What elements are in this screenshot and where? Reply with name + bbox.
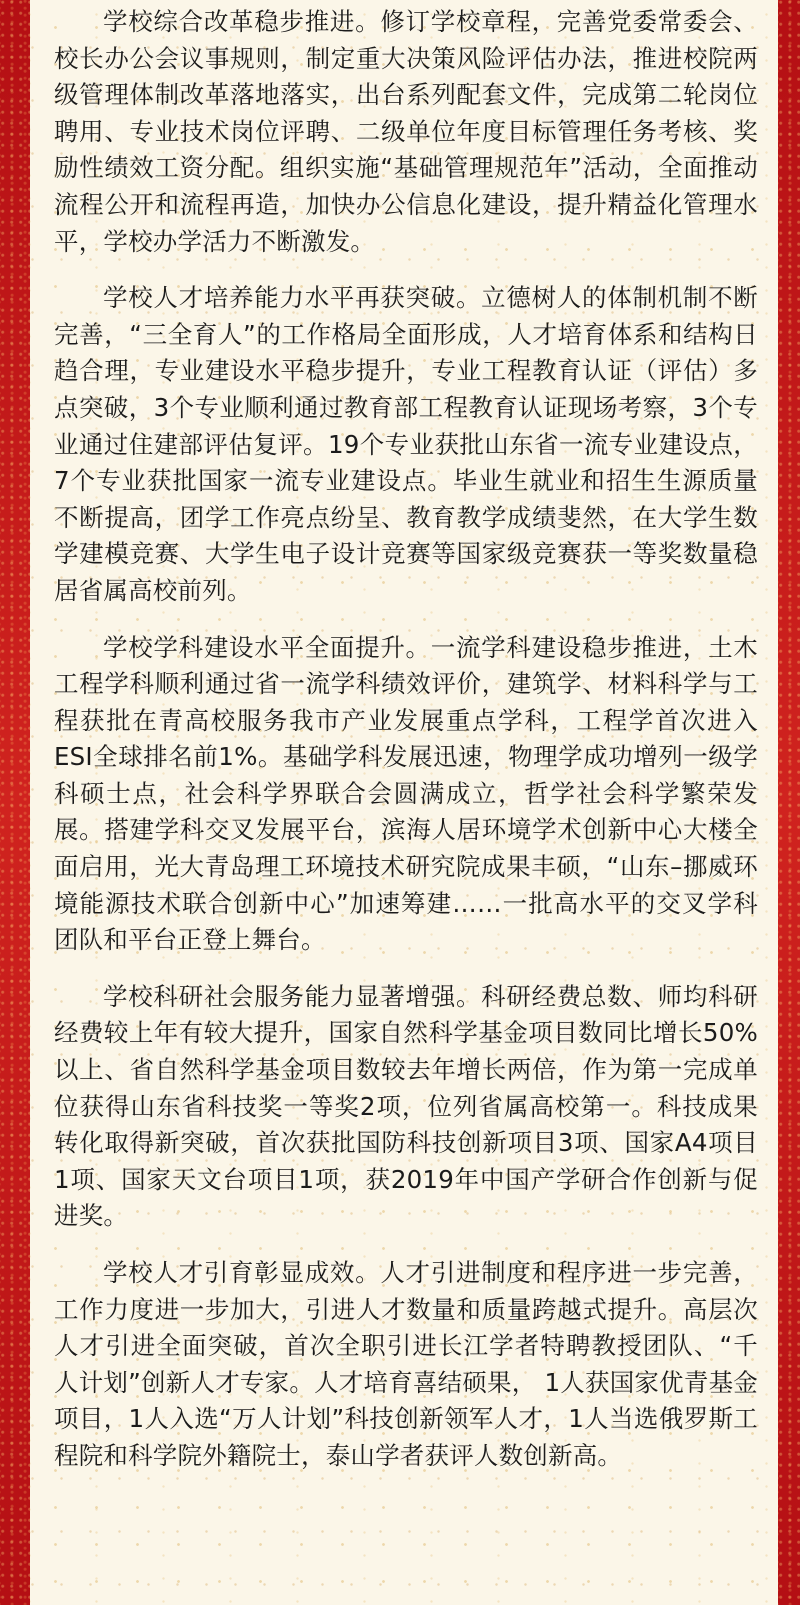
paragraph-talent-recruitment: 学校人才引育彰显成效。人才引进制度和程序进一步完善，工作力度进一步加大，引进人才数量和质量跨越式提升。高层次人才引进全面突破，首次全职引进长江学者特聘教授团队、“千人计划”创新人才专家。人才培育喜结硕果， 1人获国家优青基金项目，1人入选“万人计划”科技创新领军人才，1人当选俄罗斯工程院和科学院外籍院士，泰山学者获评人数创新高。: [54, 1258, 758, 1470]
paragraph-comprehensive-reform: 学校综合改革稳步推进。修订学校章程，完善党委常委会、校长办公会议事规则，制定重大决策风险评估办法，推进校院两级管理体制改革落地落实，出台系列配套文件，完成第二轮岗位聘用、专业技术岗位评聘、二级单位年度目标管理任务考核、奖励性绩效工资分配。组织实施“基础管理规范年”活动，全面推动流程公开和流程再造，加快办公信息化建设，提升精益化管理水平，学校办学活力不断激发。: [54, 7, 758, 256]
article-body: [54, 4, 758, 1495]
right-red-border: [778, 0, 800, 1605]
paragraph-talent-cultivation: 学校人才培养能力水平再获突破。立德树人的体制机制不断完善，“三全育人”的工作格局全面形成，人才培育体系和结构日趋合理，专业建设水平稳步提升，专业工程教育认证（评估）多点突破，3个专业顺利通过教育部工程教育认证现场考察，3个专业通过住建部评估复评。19个专业获批山东省一流专业建设点，7个专业获批国家一流专业建设点。毕业生就业和招生生源质量不断提高，团学工作亮点纷呈、教育教学成绩斐然，在大学生数学建模竞赛、大学生电子设计竞赛等国家级竞赛获一等奖数量稳居省属高校前列。: [54, 283, 758, 605]
paragraph-discipline-construction: 学校学科建设水平全面提升。一流学科建设稳步推进，土木工程学科顺利通过省一流学科绩效评价，建筑学、材料科学与工程获批在青高校服务我市产业发展重点学科，工程学首次进入ESI全球排名前1%。基础学科发展迅速，物理学成功增列一级学科硕士点，社会科学界联合会圆满成立，哲学社会科学繁荣发展。搭建学科交叉发展平台，滨海人居环境学术创新中心大楼全面启用，光大青岛理工环境技术研究院成果丰硕，“山东–挪威环境能源技术联合创新中心”加速筹建……一批高水平的交叉学科团队和平台正登上舞台。: [54, 632, 758, 955]
paragraph-research-service: 学校科研社会服务能力显著增强。科研经费总数、师均科研经费较上年有较大提升，国家自然科学基金项目数同比增长50%以上、省自然科学基金项目数较去年增长两倍，作为第一完成单位获得山东省科技奖一等奖2项，位列省属高校第一。科技成果转化取得新突破，首次获批国防科技创新项目3项、国家A4项目1项、国家天文台项目1项，获2019年中国产学研合作创新与促进奖。: [54, 981, 758, 1231]
document-page: [30, 0, 778, 1605]
left-red-border: [0, 0, 30, 1605]
